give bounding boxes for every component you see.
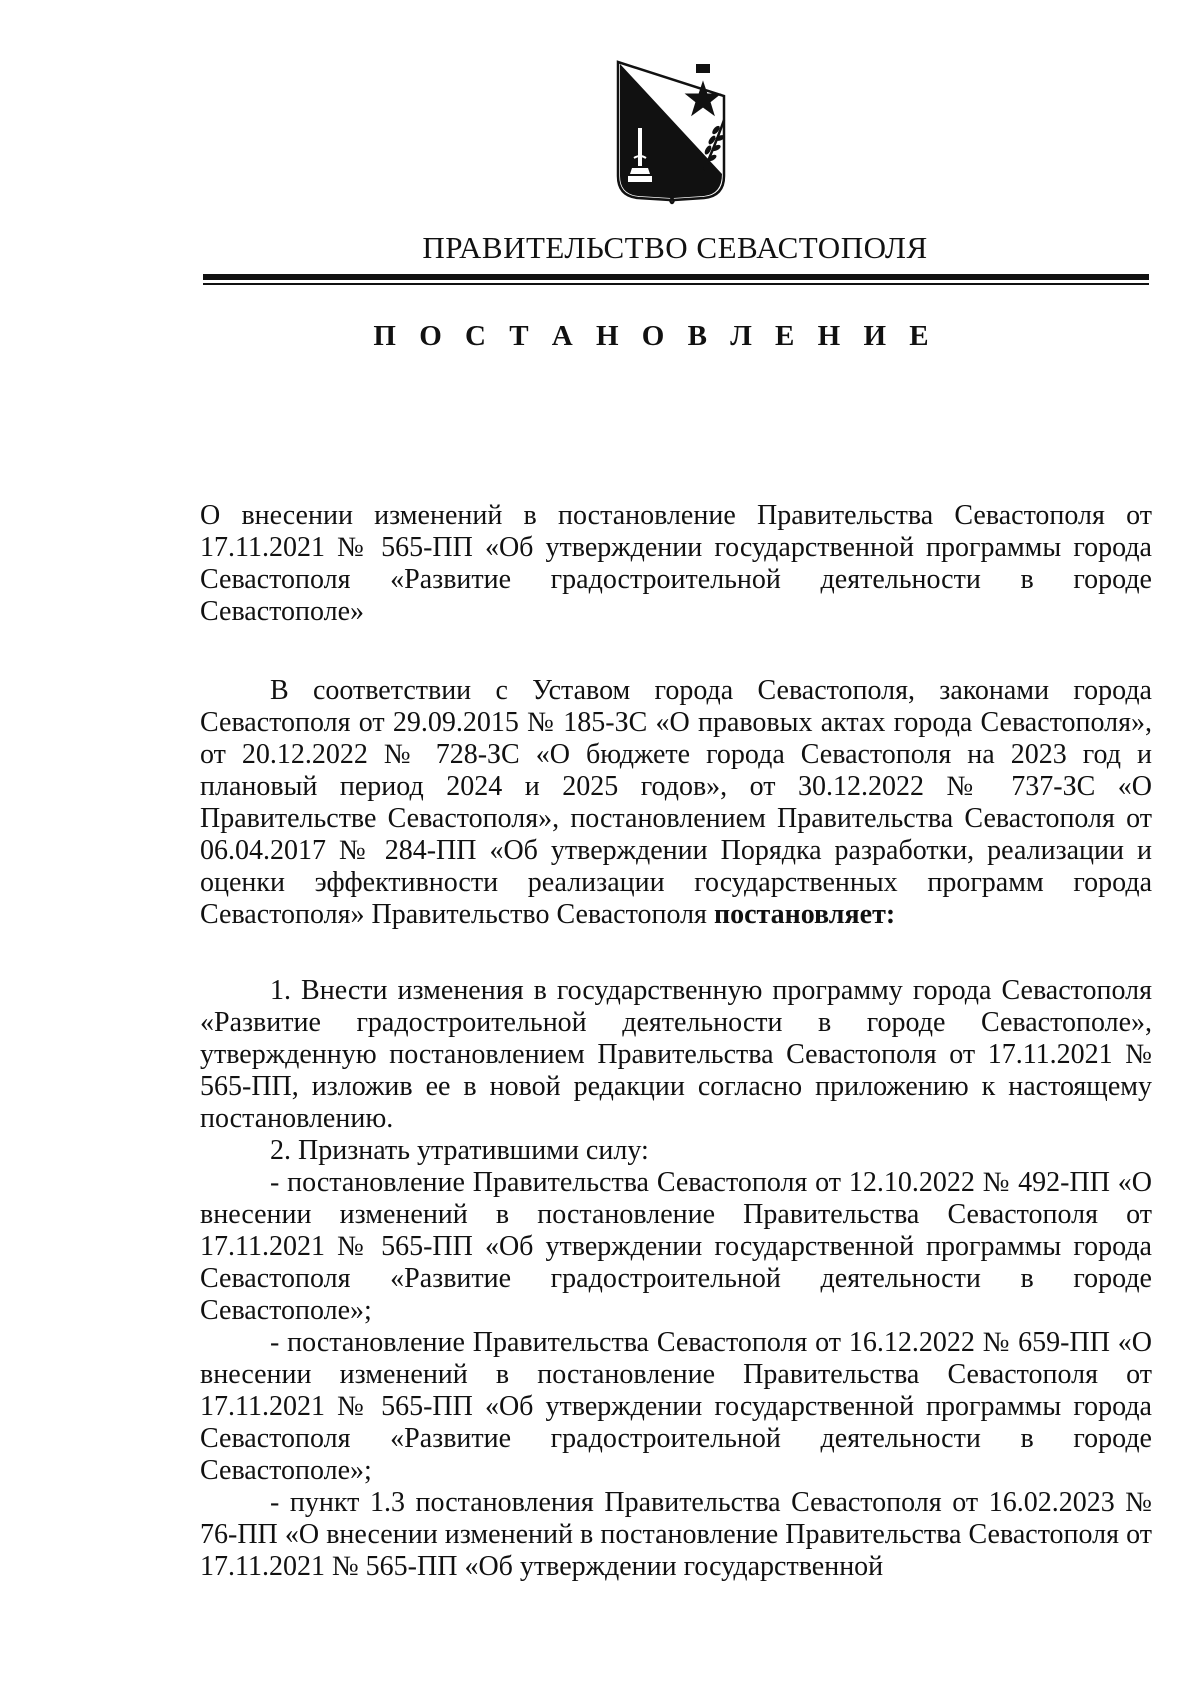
preamble-paragraph [200,675,1152,931]
clause-1: 1. Внести изменения в государственную программу города Севастополя «Развитие градостроительной деятельности в городе Севастополе», утвержденную постановлением Правительства Севастополя от 17.11.2021 № 565-ПП, изложив ее в новой редакции согласно приложению к настоящему постановлению. [200,975,1152,1134]
preamble [200,675,1152,931]
clause-2: 2. Признать утратившими силу: [270,1135,649,1166]
preamble-text: В соответствии с Уставом города Севастополя, законами города Севастополя от 29.09.2015 № 185-ЗС «О правовых актах города Севастополя», от 20.12.2022 № 728-ЗС «О бюджете города Севастополя на 2023 год и плановый период 2024 и 2025 годов», от 30.12.2022 № 737-ЗС «О Правительстве Севастополя», постановлением Правительства Севастополя от 06.04.2017 № 284-ПП «Об утверждении Порядка разработки, реализации и оценки эффективности реализации государственных программ города Севастополя» Правительство Севастополя [200,675,1152,930]
resolves-keyword: постановляет: [713,899,896,930]
document-type-title: П О С Т А Н О В Л Е Н И Е [373,320,937,352]
document-subject [200,500,1152,628]
sevastopol-coat-of-arms-icon [612,58,730,208]
header-rule-thin [203,283,1149,285]
organization-name: ПРАВИТЕЛЬСТВО СЕВАСТОПОЛЯ [422,230,928,265]
clause-2-item-2: - постановление Правительства Севастополя от 16.12.2022 № 659-ПП «О внесении изменений в постановление Правительства Севастополя от 17.11.2021 № 565-ПП «Об утверждении государственной программы города Севастополя «Развитие градостроительной деятельности в городе Севастополе»; [200,1327,1152,1486]
clause-2-item-1: - постановление Правительства Севастополя от 12.10.2022 № 492-ПП «О внесении изменений в постановление Правительства Севастополя от 17.11.2021 № 565-ПП «Об утверждении государственной программы города Севастополя «Развитие градостроительной деятельности в городе Севастополе»; [200,1167,1152,1326]
clauses-section [200,975,1152,1583]
header-rule-thick [203,274,1149,280]
subject-text: О внесении изменений в постановление Правительства Севастополя от 17.11.2021 № 565-ПП «Об утверждении государственной программы города Севастополя «Развитие градостроительной деятельности в городе Севастополе» [200,500,1152,627]
clause-2-item-3: - пункт 1.3 постановления Правительства Севастополя от 16.02.2023 № 76-ПП «О внесении изменений в постановление Правительства Севастополя от 17.11.2021 № 565-ПП «Об утверждении государственной [200,1487,1152,1582]
